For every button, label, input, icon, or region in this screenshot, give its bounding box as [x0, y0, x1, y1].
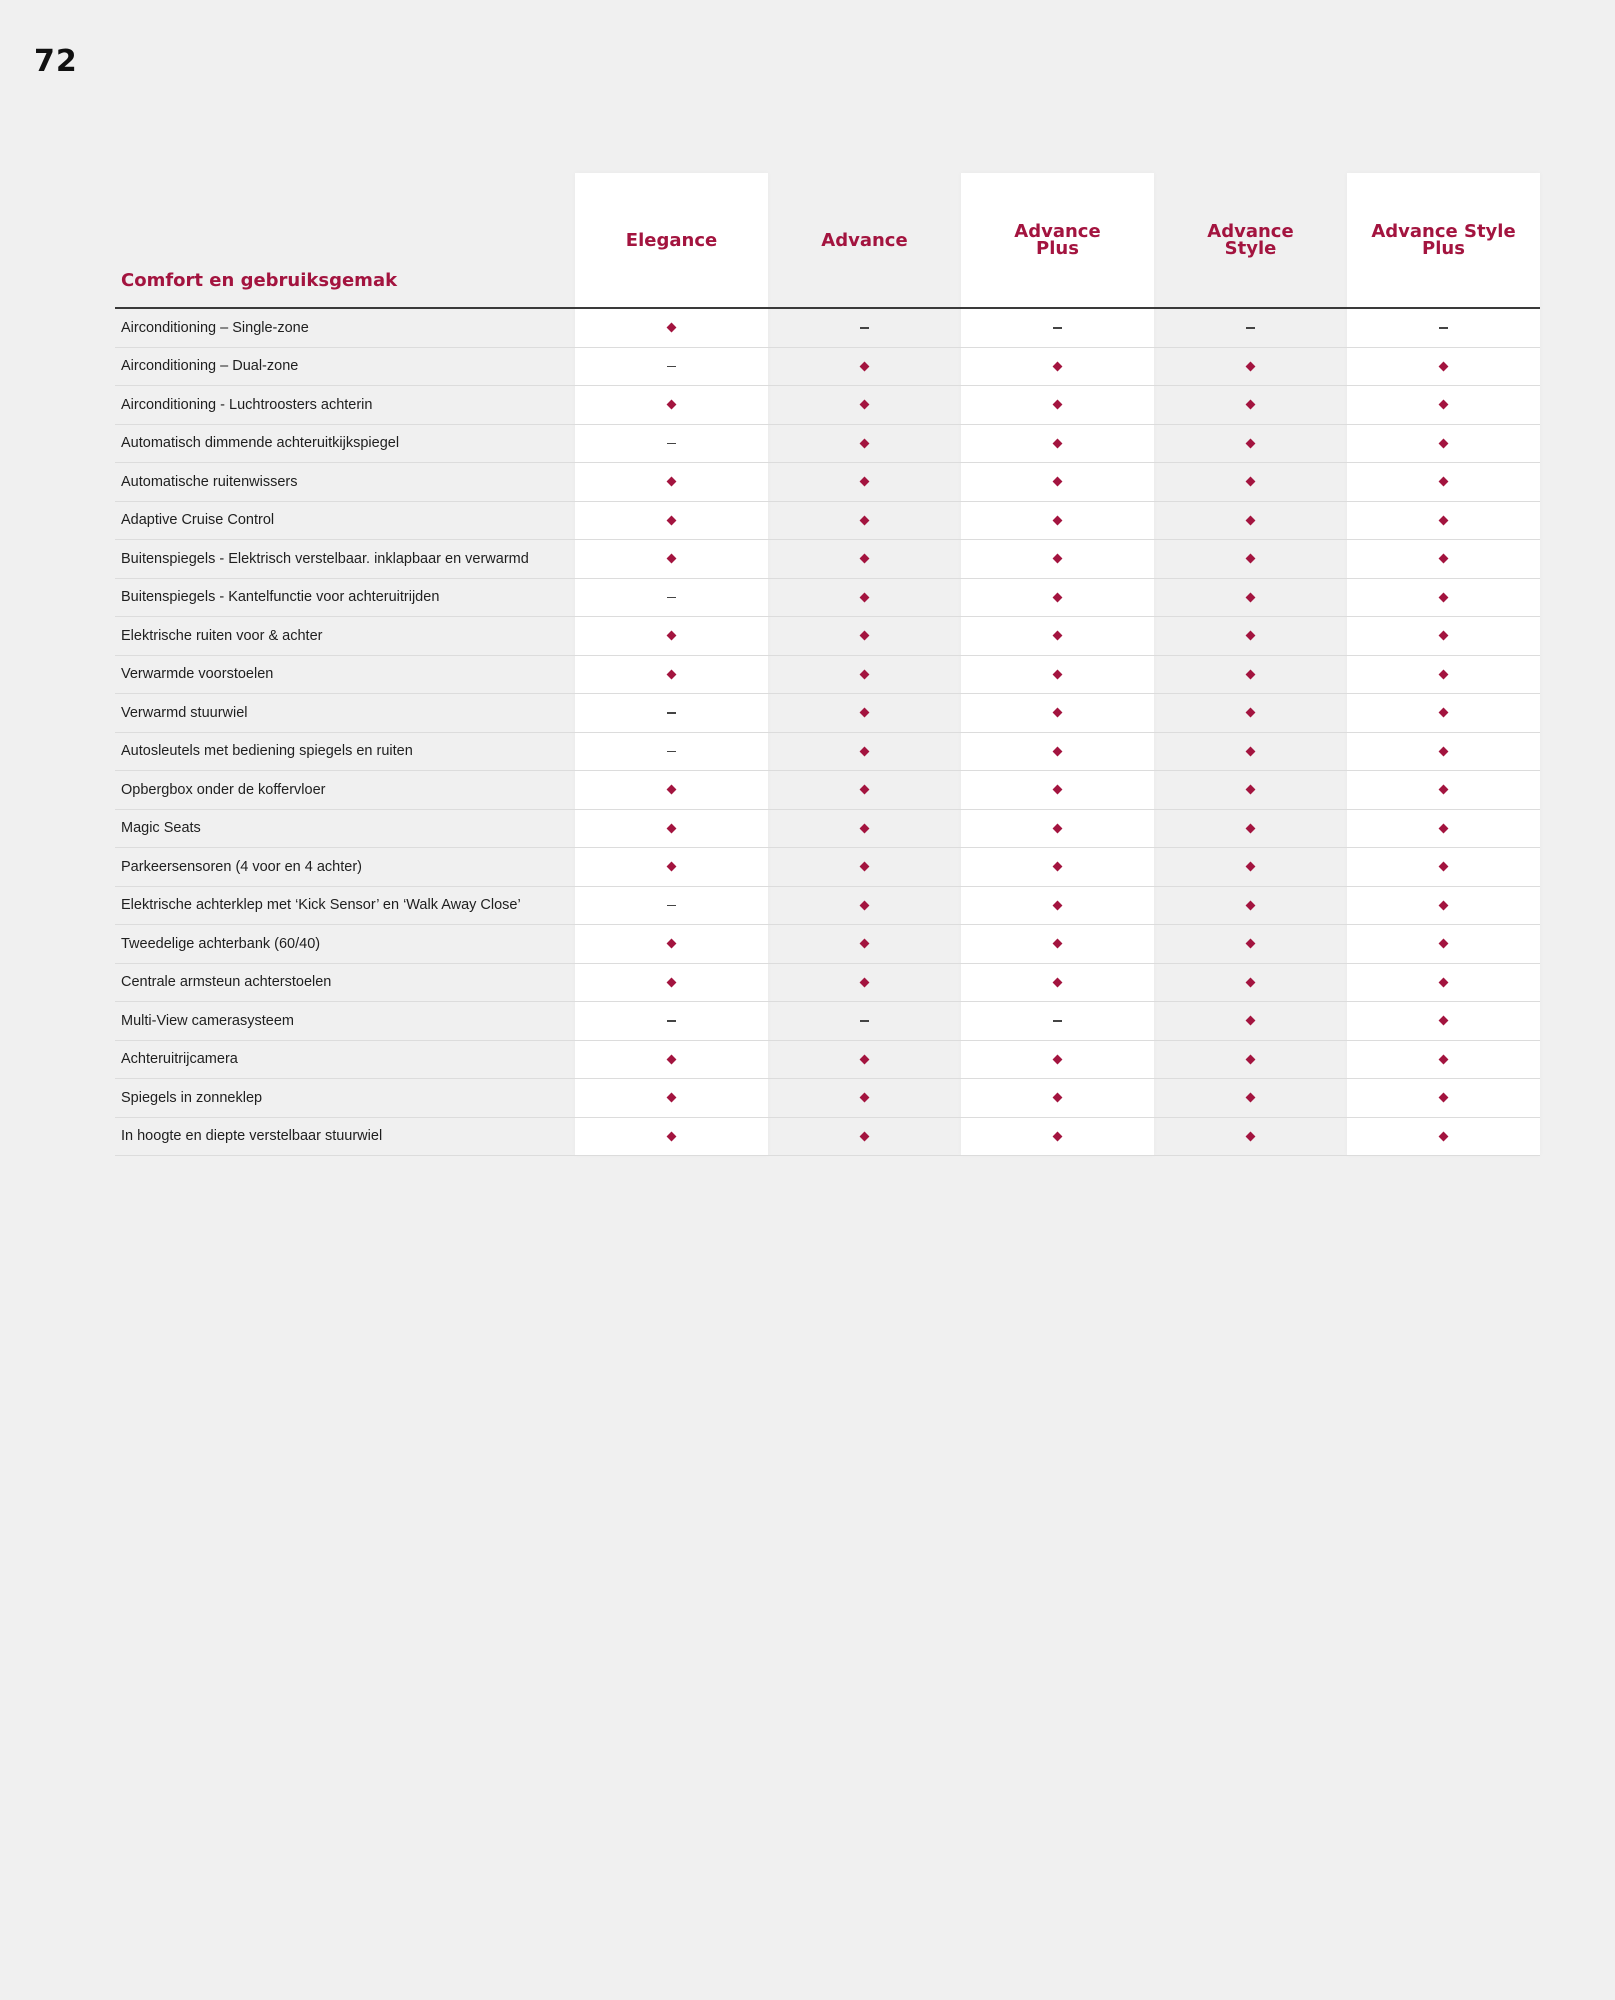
feature-availability-cell	[1347, 810, 1540, 849]
feature-availability-cell	[1347, 1118, 1540, 1157]
standard-diamond-icon	[1053, 554, 1063, 564]
standard-diamond-icon	[667, 862, 677, 872]
feature-availability-cell	[768, 925, 961, 964]
feature-availability-cell	[768, 502, 961, 541]
feature-availability-cell	[575, 348, 768, 387]
standard-diamond-icon	[1439, 823, 1449, 833]
not-available-dash-icon	[667, 597, 676, 599]
feature-availability-cell	[1347, 694, 1540, 733]
feature-availability-cell	[1347, 579, 1540, 618]
feature-availability-cell	[575, 540, 768, 579]
column-header-advance-style-plus	[1347, 173, 1540, 307]
column-header-line2: Plus	[1422, 238, 1465, 259]
standard-diamond-icon	[1246, 977, 1256, 987]
standard-diamond-icon	[1053, 708, 1063, 718]
feature-availability-cell	[961, 964, 1154, 1003]
standard-diamond-icon	[860, 708, 870, 718]
feature-availability-cell	[961, 540, 1154, 579]
feature-availability-cell	[1347, 848, 1540, 887]
standard-diamond-icon	[667, 631, 677, 641]
feature-availability-cell	[575, 579, 768, 618]
feature-availability-cell	[961, 733, 1154, 772]
not-available-dash-icon	[860, 1020, 869, 1022]
feature-availability-cell	[768, 1002, 961, 1041]
feature-availability-cell	[768, 810, 961, 849]
column-header-elegance	[575, 173, 768, 307]
column-header-line1: Advance Style	[1371, 221, 1516, 242]
standard-diamond-icon	[1053, 900, 1063, 910]
column-header-line1: Advance	[1207, 221, 1294, 242]
feature-availability-cell	[961, 1002, 1154, 1041]
standard-diamond-icon	[860, 746, 870, 756]
feature-availability-cell	[768, 1118, 961, 1157]
standard-diamond-icon	[860, 1093, 870, 1103]
standard-diamond-icon	[1439, 977, 1449, 987]
feature-label: Opbergbox onder de koffervloer	[115, 771, 575, 810]
standard-diamond-icon	[667, 1131, 677, 1141]
standard-diamond-icon	[860, 400, 870, 410]
feature-availability-cell	[575, 425, 768, 464]
feature-availability-cell	[1154, 656, 1347, 695]
standard-diamond-icon	[860, 592, 870, 602]
feature-availability-cell	[1154, 463, 1347, 502]
standard-diamond-icon	[1439, 438, 1449, 448]
feature-availability-cell	[1347, 348, 1540, 387]
feature-label: Airconditioning - Luchtroosters achterin	[115, 386, 575, 425]
not-available-dash-icon	[667, 751, 676, 753]
not-available-dash-icon	[667, 1020, 676, 1022]
standard-diamond-icon	[860, 900, 870, 910]
standard-diamond-icon	[667, 477, 677, 487]
standard-diamond-icon	[1053, 862, 1063, 872]
feature-availability-cell	[575, 964, 768, 1003]
feature-label: Spiegels in zonneklep	[115, 1079, 575, 1118]
standard-diamond-icon	[1246, 438, 1256, 448]
feature-availability-cell	[768, 348, 961, 387]
feature-availability-cell	[961, 425, 1154, 464]
feature-availability-cell	[768, 848, 961, 887]
not-available-dash-icon	[860, 327, 869, 329]
feature-availability-cell	[1347, 617, 1540, 656]
not-available-dash-icon	[1246, 327, 1255, 329]
feature-availability-cell	[1154, 1041, 1347, 1080]
feature-label: Magic Seats	[115, 810, 575, 849]
standard-diamond-icon	[860, 862, 870, 872]
column-header-advance-style	[1154, 173, 1347, 307]
standard-diamond-icon	[1246, 400, 1256, 410]
standard-diamond-icon	[667, 1054, 677, 1064]
feature-availability-cell	[768, 425, 961, 464]
feature-label: Automatische ruitenwissers	[115, 463, 575, 502]
standard-diamond-icon	[1246, 862, 1256, 872]
standard-diamond-icon	[667, 515, 677, 525]
feature-availability-cell	[575, 386, 768, 425]
standard-diamond-icon	[1246, 631, 1256, 641]
not-available-dash-icon	[1439, 327, 1448, 329]
standard-diamond-icon	[1439, 669, 1449, 679]
standard-diamond-icon	[1053, 1093, 1063, 1103]
feature-availability-cell	[1154, 925, 1347, 964]
standard-diamond-icon	[1439, 1016, 1449, 1026]
standard-diamond-icon	[1246, 1093, 1256, 1103]
feature-label: Airconditioning – Dual-zone	[115, 348, 575, 387]
feature-label: Adaptive Cruise Control	[115, 502, 575, 541]
feature-availability-cell	[1347, 887, 1540, 926]
standard-diamond-icon	[860, 1131, 870, 1141]
standard-diamond-icon	[1053, 823, 1063, 833]
standard-diamond-icon	[1439, 1131, 1449, 1141]
feature-availability-cell	[1154, 579, 1347, 618]
standard-diamond-icon	[1246, 361, 1256, 371]
feature-availability-cell	[1154, 1118, 1347, 1157]
feature-label: Verwarmde voorstoelen	[115, 656, 575, 695]
feature-availability-cell	[961, 810, 1154, 849]
feature-label: Parkeersensoren (4 voor en 4 achter)	[115, 848, 575, 887]
feature-availability-cell	[1347, 502, 1540, 541]
standard-diamond-icon	[1439, 862, 1449, 872]
feature-availability-cell	[961, 502, 1154, 541]
standard-diamond-icon	[1053, 592, 1063, 602]
standard-diamond-icon	[1246, 939, 1256, 949]
feature-availability-cell	[768, 964, 961, 1003]
standard-diamond-icon	[1246, 708, 1256, 718]
standard-diamond-icon	[1246, 785, 1256, 795]
feature-availability-cell	[1154, 694, 1347, 733]
feature-availability-cell	[1154, 964, 1347, 1003]
feature-availability-cell	[768, 771, 961, 810]
column-header-line2: Plus	[1036, 238, 1079, 259]
feature-availability-cell	[575, 656, 768, 695]
standard-diamond-icon	[860, 554, 870, 564]
not-available-dash-icon	[1053, 1020, 1062, 1022]
feature-availability-cell	[1154, 771, 1347, 810]
feature-availability-cell	[961, 887, 1154, 926]
feature-label: Elektrische achterklep met ‘Kick Sensor’ en ‘Walk Away Close’	[115, 887, 575, 926]
standard-diamond-icon	[1439, 361, 1449, 371]
standard-diamond-icon	[860, 438, 870, 448]
feature-availability-cell	[768, 540, 961, 579]
standard-diamond-icon	[1439, 785, 1449, 795]
feature-availability-cell	[961, 579, 1154, 618]
feature-availability-cell	[575, 771, 768, 810]
standard-diamond-icon	[667, 554, 677, 564]
column-header-advance	[768, 173, 961, 307]
standard-diamond-icon	[1246, 746, 1256, 756]
standard-diamond-icon	[860, 669, 870, 679]
standard-diamond-icon	[1439, 1093, 1449, 1103]
feature-availability-cell	[1347, 1079, 1540, 1118]
comfort-feature-table	[115, 173, 1540, 1156]
column-header-advance-plus	[961, 173, 1154, 307]
standard-diamond-icon	[1439, 746, 1449, 756]
feature-availability-cell	[575, 463, 768, 502]
feature-availability-cell	[768, 579, 961, 618]
not-available-dash-icon	[667, 366, 676, 368]
standard-diamond-icon	[1439, 477, 1449, 487]
feature-availability-cell	[961, 1041, 1154, 1080]
feature-availability-cell	[1154, 540, 1347, 579]
standard-diamond-icon	[1246, 515, 1256, 525]
standard-diamond-icon	[1246, 669, 1256, 679]
feature-availability-cell	[768, 617, 961, 656]
standard-diamond-icon	[1439, 400, 1449, 410]
standard-diamond-icon	[1439, 939, 1449, 949]
column-header-line1: Advance	[821, 229, 908, 251]
standard-diamond-icon	[1246, 1016, 1256, 1026]
feature-availability-cell	[1154, 1002, 1347, 1041]
feature-availability-cell	[575, 1002, 768, 1041]
feature-availability-cell	[1347, 309, 1540, 348]
standard-diamond-icon	[860, 785, 870, 795]
feature-label: Elektrische ruiten voor & achter	[115, 617, 575, 656]
feature-availability-cell	[575, 617, 768, 656]
feature-availability-cell	[575, 502, 768, 541]
feature-availability-cell	[1154, 425, 1347, 464]
standard-diamond-icon	[860, 823, 870, 833]
feature-availability-cell	[1154, 386, 1347, 425]
standard-diamond-icon	[1053, 746, 1063, 756]
standard-diamond-icon	[860, 515, 870, 525]
standard-diamond-icon	[860, 977, 870, 987]
feature-availability-cell	[768, 1079, 961, 1118]
feature-availability-cell	[575, 733, 768, 772]
standard-diamond-icon	[667, 939, 677, 949]
feature-label: Buitenspiegels - Kantelfunctie voor achteruitrijden	[115, 579, 575, 618]
feature-availability-cell	[961, 925, 1154, 964]
feature-availability-cell	[961, 617, 1154, 656]
feature-availability-cell	[575, 1079, 768, 1118]
not-available-dash-icon	[667, 905, 676, 907]
table-grid	[115, 173, 1540, 1156]
standard-diamond-icon	[860, 361, 870, 371]
feature-availability-cell	[1154, 733, 1347, 772]
standard-diamond-icon	[1053, 669, 1063, 679]
feature-label: Multi-View camerasysteem	[115, 1002, 575, 1041]
standard-diamond-icon	[1246, 900, 1256, 910]
standard-diamond-icon	[667, 1093, 677, 1103]
standard-diamond-icon	[1246, 592, 1256, 602]
standard-diamond-icon	[1053, 1054, 1063, 1064]
standard-diamond-icon	[1053, 977, 1063, 987]
feature-availability-cell	[961, 386, 1154, 425]
feature-availability-cell	[575, 694, 768, 733]
feature-availability-cell	[768, 694, 961, 733]
feature-label: Achteruitrijcamera	[115, 1041, 575, 1080]
standard-diamond-icon	[1053, 400, 1063, 410]
feature-availability-cell	[1154, 1079, 1347, 1118]
feature-availability-cell	[1347, 771, 1540, 810]
feature-availability-cell	[575, 887, 768, 926]
standard-diamond-icon	[1053, 438, 1063, 448]
feature-availability-cell	[575, 1118, 768, 1157]
feature-availability-cell	[575, 925, 768, 964]
feature-availability-cell	[961, 694, 1154, 733]
standard-diamond-icon	[1439, 1054, 1449, 1064]
feature-availability-cell	[1347, 964, 1540, 1003]
standard-diamond-icon	[667, 977, 677, 987]
feature-availability-cell	[1347, 540, 1540, 579]
feature-availability-cell	[961, 463, 1154, 502]
standard-diamond-icon	[860, 631, 870, 641]
feature-availability-cell	[768, 386, 961, 425]
standard-diamond-icon	[1439, 515, 1449, 525]
standard-diamond-icon	[1439, 592, 1449, 602]
standard-diamond-icon	[860, 1054, 870, 1064]
feature-availability-cell	[768, 463, 961, 502]
feature-availability-cell	[961, 656, 1154, 695]
column-header-line1: Elegance	[625, 229, 718, 251]
feature-availability-cell	[1154, 348, 1347, 387]
feature-label: Autosleutels met bediening spiegels en ruiten	[115, 733, 575, 772]
standard-diamond-icon	[667, 400, 677, 410]
standard-diamond-icon	[1246, 554, 1256, 564]
not-available-dash-icon	[667, 712, 676, 714]
feature-availability-cell	[1347, 1002, 1540, 1041]
feature-availability-cell	[575, 810, 768, 849]
standard-diamond-icon	[860, 477, 870, 487]
standard-diamond-icon	[1439, 631, 1449, 641]
feature-availability-cell	[768, 887, 961, 926]
section-title: Comfort en gebruiksgemak	[121, 270, 398, 291]
standard-diamond-icon	[1053, 1131, 1063, 1141]
feature-label: Centrale armsteun achterstoelen	[115, 964, 575, 1003]
standard-diamond-icon	[667, 669, 677, 679]
standard-diamond-icon	[860, 939, 870, 949]
feature-availability-cell	[1347, 463, 1540, 502]
page-number: 72	[34, 44, 78, 79]
feature-availability-cell	[575, 848, 768, 887]
standard-diamond-icon	[667, 823, 677, 833]
feature-label: In hoogte en diepte verstelbaar stuurwiel	[115, 1118, 575, 1157]
column-header-line1: Advance	[1014, 221, 1101, 242]
feature-availability-cell	[1347, 925, 1540, 964]
feature-availability-cell	[1347, 425, 1540, 464]
standard-diamond-icon	[1439, 900, 1449, 910]
feature-availability-cell	[961, 309, 1154, 348]
standard-diamond-icon	[1053, 361, 1063, 371]
standard-diamond-icon	[1053, 785, 1063, 795]
feature-label: Verwarmd stuurwiel	[115, 694, 575, 733]
standard-diamond-icon	[1246, 1131, 1256, 1141]
standard-diamond-icon	[1439, 708, 1449, 718]
feature-availability-cell	[768, 733, 961, 772]
feature-label: Airconditioning – Single-zone	[115, 309, 575, 348]
standard-diamond-icon	[1053, 631, 1063, 641]
feature-availability-cell	[1347, 656, 1540, 695]
standard-diamond-icon	[1053, 939, 1063, 949]
feature-availability-cell	[961, 348, 1154, 387]
standard-diamond-icon	[1246, 823, 1256, 833]
feature-availability-cell	[1154, 810, 1347, 849]
feature-availability-cell	[768, 656, 961, 695]
feature-availability-cell	[1154, 309, 1347, 348]
feature-label: Tweedelige achterbank (60/40)	[115, 925, 575, 964]
feature-availability-cell	[1347, 386, 1540, 425]
feature-availability-cell	[1347, 1041, 1540, 1080]
standard-diamond-icon	[1439, 554, 1449, 564]
feature-availability-cell	[575, 309, 768, 348]
standard-diamond-icon	[1246, 477, 1256, 487]
feature-availability-cell	[575, 1041, 768, 1080]
standard-diamond-icon	[667, 785, 677, 795]
standard-diamond-icon	[667, 323, 677, 333]
feature-availability-cell	[961, 848, 1154, 887]
feature-availability-cell	[961, 771, 1154, 810]
feature-availability-cell	[1154, 848, 1347, 887]
standard-diamond-icon	[1246, 1054, 1256, 1064]
feature-availability-cell	[961, 1118, 1154, 1157]
feature-availability-cell	[1154, 502, 1347, 541]
column-header-line2: Style	[1224, 238, 1277, 259]
feature-availability-cell	[1154, 617, 1347, 656]
feature-availability-cell	[1154, 887, 1347, 926]
feature-availability-cell	[768, 309, 961, 348]
standard-diamond-icon	[1053, 477, 1063, 487]
feature-availability-cell	[961, 1079, 1154, 1118]
standard-diamond-icon	[1053, 515, 1063, 525]
feature-availability-cell	[768, 1041, 961, 1080]
feature-label: Automatisch dimmende achteruitkijkspiegel	[115, 425, 575, 464]
feature-label: Buitenspiegels - Elektrisch verstelbaar. inklapbaar en verwarmd	[115, 540, 575, 579]
not-available-dash-icon	[667, 443, 676, 445]
not-available-dash-icon	[1053, 327, 1062, 329]
feature-availability-cell	[1347, 733, 1540, 772]
